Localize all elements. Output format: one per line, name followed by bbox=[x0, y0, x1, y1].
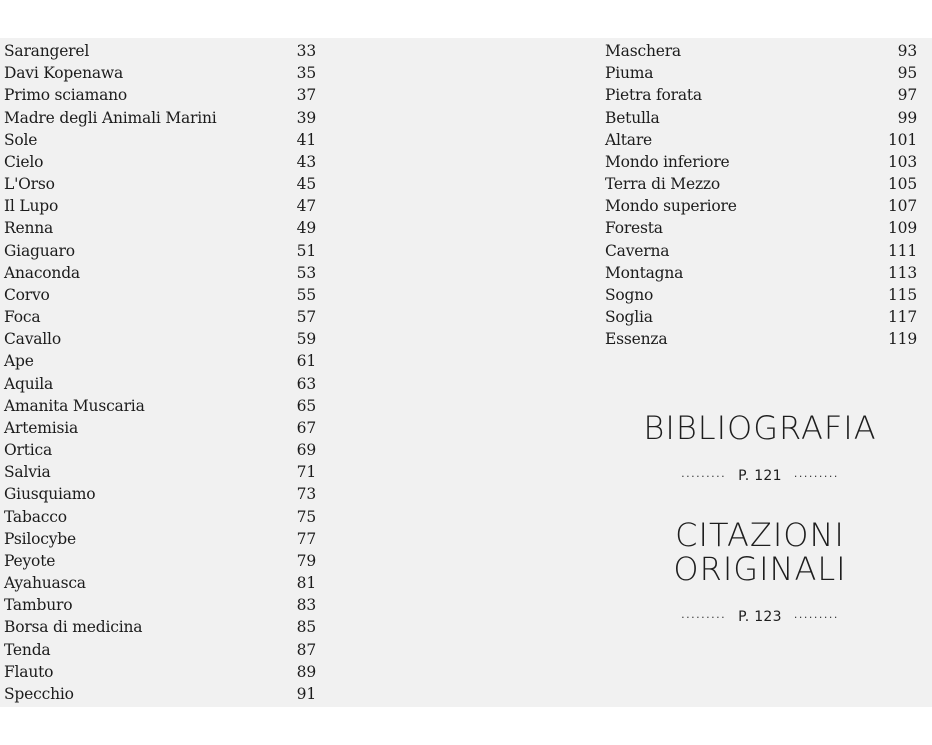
index-entry bbox=[605, 306, 917, 328]
index-entry bbox=[605, 62, 917, 84]
entry-page-number: 39 bbox=[296, 108, 316, 127]
entry-page-number: 75 bbox=[296, 507, 316, 526]
entry-label: Madre degli Animali Marini bbox=[4, 108, 217, 127]
entry-label: Davi Kopenawa bbox=[4, 64, 124, 83]
entry-page-number: 87 bbox=[296, 640, 316, 659]
index-entry bbox=[4, 262, 316, 284]
entry-label: Peyote bbox=[4, 551, 56, 570]
entry-label: Renna bbox=[4, 219, 54, 238]
bibliografia-page-ref bbox=[620, 468, 900, 484]
entry-label: Mondo inferiore bbox=[605, 152, 730, 171]
index-entry bbox=[4, 439, 316, 461]
entry-label: Altare bbox=[605, 130, 653, 149]
entry-page-number: 69 bbox=[296, 441, 316, 460]
entry-label: Artemisia bbox=[4, 418, 79, 437]
entry-page-number: 43 bbox=[296, 152, 316, 171]
index-entry bbox=[4, 572, 316, 594]
entry-page-number: 109 bbox=[888, 219, 917, 238]
citazioni-page-ref bbox=[620, 609, 900, 625]
index-entry bbox=[4, 594, 316, 616]
entry-page-number: 117 bbox=[888, 308, 917, 327]
entry-label: Piuma bbox=[605, 64, 654, 83]
index-entry bbox=[605, 284, 917, 306]
index-entry bbox=[605, 84, 917, 106]
index-entry bbox=[605, 107, 917, 129]
index-entry bbox=[4, 639, 316, 661]
index-page bbox=[0, 38, 932, 707]
index-entry bbox=[4, 461, 316, 483]
index-entry bbox=[4, 528, 316, 550]
entry-page-number: 113 bbox=[888, 263, 917, 282]
citazioni-page-label: P. 123 bbox=[738, 609, 782, 625]
entry-label: Primo sciamano bbox=[4, 86, 128, 105]
entry-page-number: 59 bbox=[296, 330, 316, 349]
index-entry bbox=[605, 173, 917, 195]
entry-label: Ortica bbox=[4, 441, 53, 460]
entry-page-number: 91 bbox=[296, 684, 316, 703]
entry-label: L'Orso bbox=[4, 175, 55, 194]
leader-dots-right: ········· bbox=[793, 469, 839, 483]
index-entry bbox=[4, 395, 316, 417]
entry-label: Sole bbox=[4, 130, 38, 149]
entry-label: Cavallo bbox=[4, 330, 61, 349]
entry-label: Amanita Muscaria bbox=[4, 396, 145, 415]
entry-page-number: 83 bbox=[296, 596, 316, 615]
index-entry bbox=[4, 217, 316, 239]
entry-label: Pietra forata bbox=[605, 86, 702, 105]
index-entry bbox=[4, 306, 316, 328]
entry-label: Betulla bbox=[605, 108, 660, 127]
index-entry bbox=[605, 195, 917, 217]
entry-page-number: 45 bbox=[296, 175, 316, 194]
entry-page-number: 51 bbox=[296, 241, 316, 260]
entry-label: Aquila bbox=[4, 374, 54, 393]
index-entry bbox=[4, 616, 316, 638]
leader-dots-left: ········· bbox=[681, 610, 727, 624]
entry-label: Mondo superiore bbox=[605, 197, 737, 216]
entry-page-number: 67 bbox=[296, 418, 316, 437]
entry-page-number: 35 bbox=[296, 64, 316, 83]
entry-label: Terra di Mezzo bbox=[605, 175, 721, 194]
entry-page-number: 97 bbox=[897, 86, 917, 105]
entry-label: Il Lupo bbox=[4, 197, 59, 216]
entry-page-number: 33 bbox=[296, 42, 316, 60]
entry-label: Ape bbox=[4, 352, 34, 371]
entry-page-number: 41 bbox=[296, 130, 316, 149]
entry-page-number: 119 bbox=[888, 330, 917, 349]
index-entry bbox=[4, 350, 316, 372]
entry-label: Sogno bbox=[605, 285, 654, 304]
citazioni-title-line2: ORIGINALI bbox=[673, 550, 847, 588]
index-entry bbox=[4, 62, 316, 84]
entry-label: Salvia bbox=[4, 463, 51, 482]
entry-label: Foca bbox=[4, 308, 41, 327]
index-entry bbox=[4, 173, 316, 195]
index-entry bbox=[4, 373, 316, 395]
index-entry bbox=[605, 240, 917, 262]
entry-page-number: 99 bbox=[897, 108, 917, 127]
index-entry bbox=[4, 84, 316, 106]
citazioni-heading bbox=[620, 518, 900, 586]
index-entry bbox=[605, 217, 917, 239]
entry-page-number: 85 bbox=[296, 618, 316, 637]
entry-label: Ayahuasca bbox=[4, 574, 86, 593]
index-entry bbox=[4, 40, 316, 62]
bibliografia-page-label: P. 121 bbox=[738, 468, 782, 484]
entry-page-number: 71 bbox=[296, 463, 316, 482]
index-entry bbox=[605, 129, 917, 151]
entry-page-number: 95 bbox=[897, 64, 917, 83]
entry-label: Anaconda bbox=[4, 263, 80, 282]
leader-dots-right: ········· bbox=[793, 610, 839, 624]
entry-page-number: 93 bbox=[897, 42, 917, 60]
entry-page-number: 79 bbox=[296, 551, 316, 570]
entry-page-number: 77 bbox=[296, 529, 316, 548]
index-entry bbox=[4, 417, 316, 439]
entry-label: Montagna bbox=[605, 263, 684, 282]
entry-label: Sarangerel bbox=[4, 42, 90, 60]
entry-page-number: 73 bbox=[296, 485, 316, 504]
entry-label: Caverna bbox=[605, 241, 670, 260]
entry-page-number: 53 bbox=[296, 263, 316, 282]
entry-label: Soglia bbox=[605, 308, 653, 327]
index-entry bbox=[4, 683, 316, 705]
entry-label: Cielo bbox=[4, 152, 44, 171]
entry-label: Tenda bbox=[4, 640, 51, 659]
index-entry bbox=[4, 328, 316, 350]
entry-label: Giaguaro bbox=[4, 241, 75, 260]
entry-page-number: 55 bbox=[296, 285, 316, 304]
leader-dots-left: ········· bbox=[681, 469, 727, 483]
index-entry bbox=[605, 40, 917, 62]
citazioni-title-line1: CITAZIONI bbox=[675, 516, 845, 554]
index-entry bbox=[605, 328, 917, 350]
entry-page-number: 89 bbox=[296, 662, 316, 681]
entry-page-number: 57 bbox=[296, 308, 316, 327]
entry-page-number: 103 bbox=[888, 152, 917, 171]
entry-page-number: 101 bbox=[888, 130, 917, 149]
entry-label: Giusquiamo bbox=[4, 485, 96, 504]
index-entry bbox=[4, 195, 316, 217]
entry-page-number: 37 bbox=[296, 86, 316, 105]
entry-page-number: 63 bbox=[296, 374, 316, 393]
index-entry bbox=[4, 506, 316, 528]
index-entry bbox=[4, 483, 316, 505]
entry-label: Specchio bbox=[4, 684, 74, 703]
bibliografia-title: BIBLIOGRAFIA bbox=[643, 409, 877, 447]
entry-label: Foresta bbox=[605, 219, 663, 238]
entry-page-number: 115 bbox=[888, 285, 917, 304]
entry-page-number: 81 bbox=[296, 574, 316, 593]
index-entry bbox=[4, 550, 316, 572]
entry-label: Psilocybe bbox=[4, 529, 76, 548]
entry-label: Maschera bbox=[605, 42, 681, 60]
index-entry bbox=[4, 240, 316, 262]
index-entry bbox=[4, 107, 316, 129]
entry-label: Tamburo bbox=[4, 596, 73, 615]
entry-label: Tabacco bbox=[4, 507, 67, 526]
bibliografia-heading bbox=[620, 411, 900, 445]
entry-label: Flauto bbox=[4, 662, 54, 681]
entry-page-number: 49 bbox=[296, 219, 316, 238]
entry-label: Corvo bbox=[4, 285, 50, 304]
index-entry bbox=[4, 661, 316, 683]
index-entry bbox=[605, 262, 917, 284]
entry-page-number: 107 bbox=[888, 197, 917, 216]
index-entry bbox=[4, 129, 316, 151]
index-entry bbox=[4, 284, 316, 306]
entry-page-number: 111 bbox=[888, 241, 917, 260]
entry-page-number: 65 bbox=[296, 396, 316, 415]
index-column-right bbox=[605, 40, 917, 350]
entry-page-number: 47 bbox=[296, 197, 316, 216]
entry-page-number: 105 bbox=[888, 175, 917, 194]
entry-label: Borsa di medicina bbox=[4, 618, 143, 637]
entry-page-number: 61 bbox=[296, 352, 316, 371]
entry-label: Essenza bbox=[605, 330, 668, 349]
index-entry bbox=[605, 151, 917, 173]
index-column-left bbox=[4, 40, 316, 705]
index-entry bbox=[4, 151, 316, 173]
